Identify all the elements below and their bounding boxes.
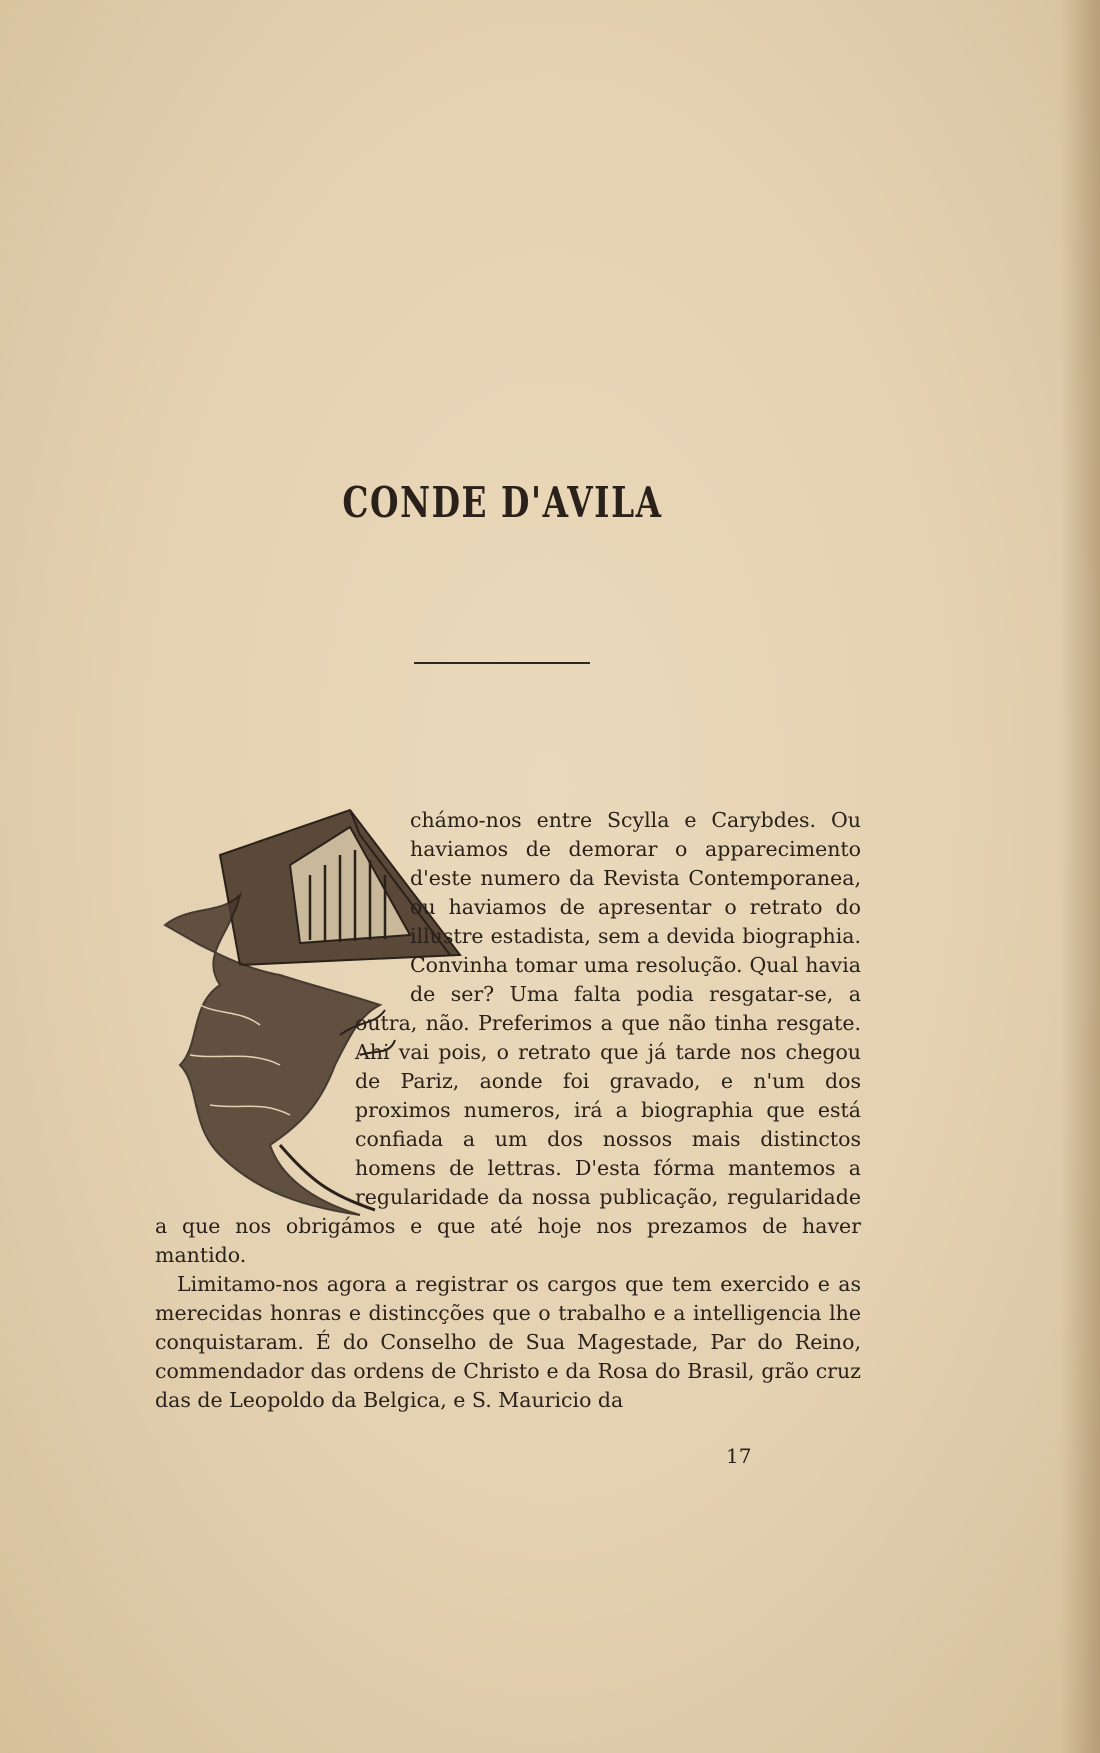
initial-float-space — [155, 806, 410, 1002]
paragraph-1: chámo-nos entre Scylla e Carybdes. Ou haviamos de demorar o apparecimento d'este numero da Revista Contemporanea, ou haviamos de apresentar o retrato do illustre estadista, sem a devida biographia. Convinha tomar uma resolução. Qual havia de ser? Uma falta podia resgatar-se, a outra, não. Preferimos a que não tinha resgate. Ahi vai pois, o retrato que já tarde nos chegou de Pariz, aonde foi gravado, e n'um dos proximos numeros, irá a biographia que está confiada a um dos nossos mais distinctos homens de lettras. D'esta fórma mantemos a regularidade da nossa publicação, regularidade a que nos obrigámos e que até hoje nos prezamos de haver mantido. — [155, 808, 861, 1267]
page-edge-shadow — [1060, 0, 1100, 1753]
paragraph-2: Limitamo-nos agora a registrar os cargos que tem exercido e as merecidas honras e distincções que o trabalho e a intelligencia lhe conquistaram. É do Conselho de Sua Magestade, Par do Reino, commendador das ordens de Christo e da Rosa do Brasil, grão cruz das de Leopoldo da Belgica, e S. Mauricio da — [155, 1272, 861, 1412]
page-number: 17 — [726, 1444, 752, 1468]
title-rule — [414, 662, 590, 664]
article-title: CONDE D'AVILA — [342, 478, 663, 527]
article-body — [155, 806, 861, 1415]
initial-float-space-lower — [155, 1002, 355, 1204]
